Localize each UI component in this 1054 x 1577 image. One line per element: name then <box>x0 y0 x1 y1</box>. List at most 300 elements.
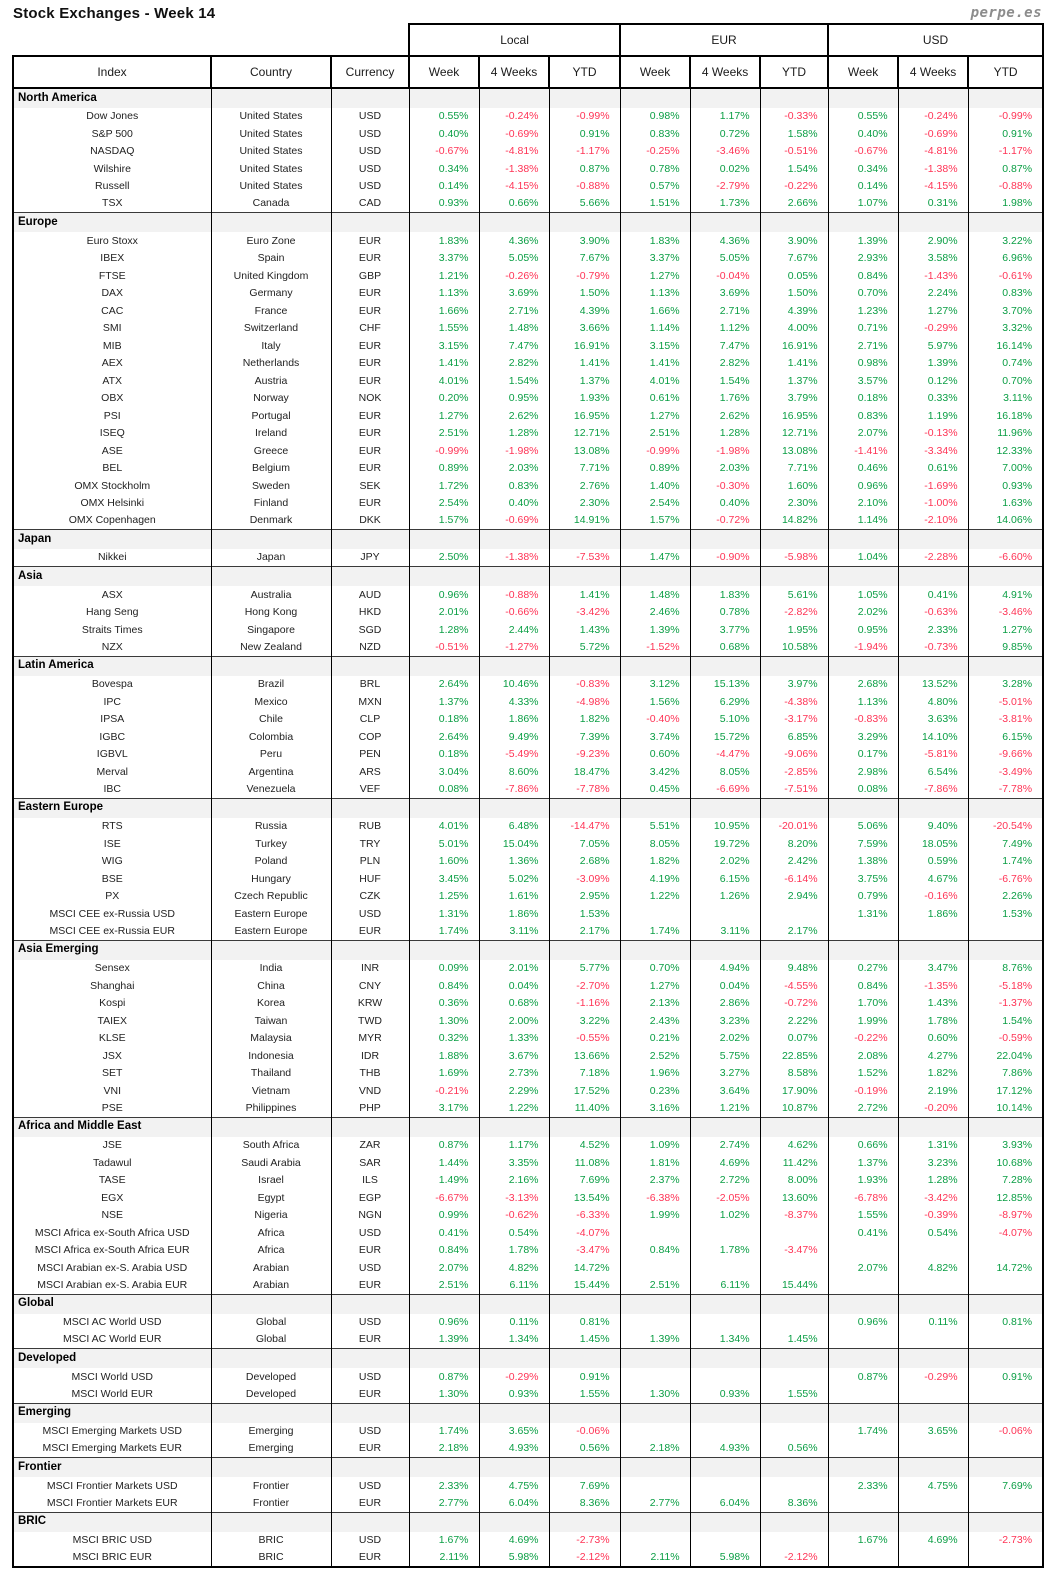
table-row <box>13 1242 1043 1260</box>
section-cell <box>331 1294 409 1314</box>
country-cell: Arabian <box>211 1277 331 1295</box>
section-cell <box>549 567 620 587</box>
value-cell: 0.84% <box>409 1242 479 1260</box>
value-cell: -0.72% <box>690 512 760 530</box>
value-cell: 0.31% <box>898 195 968 213</box>
currency-cell: CAD <box>331 195 409 213</box>
value-cell: 9.85% <box>968 639 1043 657</box>
section-row <box>13 1403 1043 1423</box>
value-cell: 5.75% <box>690 1047 760 1065</box>
table-row <box>13 1259 1043 1277</box>
table-row <box>13 143 1043 161</box>
country-cell: Australia <box>211 586 331 604</box>
value-cell: 0.54% <box>898 1224 968 1242</box>
section-cell <box>331 567 409 587</box>
value-cell: 1.56% <box>620 693 690 711</box>
index-cell: BSE <box>13 870 211 888</box>
value-cell <box>760 905 828 923</box>
value-cell: 0.18% <box>409 746 479 764</box>
value-cell: 17.12% <box>968 1082 1043 1100</box>
column-header-index: Index <box>13 56 211 88</box>
section-cell <box>898 88 968 108</box>
value-cell: 0.66% <box>828 1137 898 1155</box>
value-cell: 10.46% <box>479 676 549 694</box>
currency-cell: USD <box>331 1224 409 1242</box>
section-cell <box>620 88 690 108</box>
value-cell: 0.61% <box>898 460 968 478</box>
table-row <box>13 1137 1043 1155</box>
section-cell <box>968 798 1043 818</box>
country-cell: Sweden <box>211 477 331 495</box>
value-cell: 1.39% <box>620 621 690 639</box>
index-cell: TASE <box>13 1172 211 1190</box>
value-cell: 1.86% <box>479 711 549 729</box>
value-cell: 2.44% <box>479 621 549 639</box>
value-cell: 1.58% <box>760 125 828 143</box>
value-cell: -0.99% <box>409 442 479 460</box>
section-cell <box>409 88 479 108</box>
index-cell: KLSE <box>13 1030 211 1048</box>
value-cell: 0.87% <box>409 1368 479 1386</box>
value-cell: 1.53% <box>968 905 1043 923</box>
value-cell: 0.61% <box>620 390 690 408</box>
value-cell: 2.11% <box>409 1549 479 1567</box>
value-cell: 1.57% <box>409 512 479 530</box>
value-cell: -1.69% <box>898 477 968 495</box>
index-cell: RTS <box>13 818 211 836</box>
value-cell: 1.39% <box>409 1331 479 1349</box>
section-label: Frontier <box>13 1458 211 1478</box>
value-cell: 15.04% <box>479 835 549 853</box>
value-cell: -0.55% <box>549 1030 620 1048</box>
index-cell: ISE <box>13 835 211 853</box>
value-cell: 1.40% <box>620 477 690 495</box>
value-cell: 2.16% <box>479 1172 549 1190</box>
value-cell: 4.69% <box>479 1532 549 1550</box>
index-cell: MIB <box>13 337 211 355</box>
value-cell: 1.66% <box>620 302 690 320</box>
value-cell: 0.70% <box>828 285 898 303</box>
value-cell: 7.28% <box>968 1172 1043 1190</box>
value-cell: 2.90% <box>898 232 968 250</box>
section-cell <box>409 1349 479 1369</box>
value-cell: 7.49% <box>968 835 1043 853</box>
country-cell: Poland <box>211 853 331 871</box>
section-label: Japan <box>13 530 211 550</box>
value-cell: -2.28% <box>898 549 968 567</box>
section-cell <box>828 1403 898 1423</box>
value-cell: 1.74% <box>968 853 1043 871</box>
table-row <box>13 818 1043 836</box>
value-cell <box>828 923 898 941</box>
section-cell <box>690 213 760 233</box>
value-cell: 1.99% <box>620 1207 690 1225</box>
value-cell: 1.31% <box>898 1137 968 1155</box>
value-cell: 12.33% <box>968 442 1043 460</box>
value-cell: -1.38% <box>898 160 968 178</box>
section-cell <box>968 1117 1043 1137</box>
value-cell: -0.22% <box>828 1030 898 1048</box>
currency-cell: DKK <box>331 512 409 530</box>
section-cell <box>828 213 898 233</box>
section-cell <box>479 88 549 108</box>
value-cell: -5.98% <box>760 549 828 567</box>
index-cell: Russell <box>13 178 211 196</box>
value-cell: -0.72% <box>760 995 828 1013</box>
currency-cell: EUR <box>331 372 409 390</box>
table-row <box>13 337 1043 355</box>
value-cell: -4.81% <box>898 143 968 161</box>
section-row <box>13 1512 1043 1532</box>
value-cell: -7.78% <box>549 781 620 799</box>
currency-cell: TWD <box>331 1012 409 1030</box>
section-cell <box>331 1403 409 1423</box>
value-cell: 18.47% <box>549 763 620 781</box>
value-cell: 1.21% <box>409 267 479 285</box>
value-cell: 2.02% <box>828 604 898 622</box>
value-cell <box>828 1277 898 1295</box>
section-cell <box>211 530 331 550</box>
currency-cell: RUB <box>331 818 409 836</box>
value-cell: 3.15% <box>620 337 690 355</box>
value-cell: 1.57% <box>620 512 690 530</box>
value-cell <box>968 1386 1043 1404</box>
value-cell: -0.39% <box>898 1207 968 1225</box>
country-cell: Chile <box>211 711 331 729</box>
table-row <box>13 160 1043 178</box>
section-cell <box>331 940 409 960</box>
section-cell <box>690 1294 760 1314</box>
table-row <box>13 604 1043 622</box>
country-cell: Global <box>211 1314 331 1332</box>
currency-cell: SAR <box>331 1154 409 1172</box>
value-cell: 0.87% <box>968 160 1043 178</box>
table-row <box>13 512 1043 530</box>
value-cell: 1.53% <box>549 905 620 923</box>
value-cell: -1.35% <box>898 977 968 995</box>
value-cell <box>828 1495 898 1513</box>
value-cell: -0.20% <box>898 1100 968 1118</box>
value-cell: 1.48% <box>479 320 549 338</box>
value-cell: 2.72% <box>690 1172 760 1190</box>
table-row <box>13 923 1043 941</box>
section-cell <box>898 1117 968 1137</box>
currency-cell: ARS <box>331 763 409 781</box>
section-cell <box>828 1512 898 1532</box>
value-cell: 16.95% <box>549 407 620 425</box>
value-cell: 0.08% <box>828 781 898 799</box>
section-cell <box>331 88 409 108</box>
value-cell: 0.84% <box>409 977 479 995</box>
value-cell: 2.72% <box>828 1100 898 1118</box>
value-cell: 10.95% <box>690 818 760 836</box>
value-cell: 11.42% <box>760 1154 828 1172</box>
section-cell <box>968 213 1043 233</box>
table-row <box>13 1224 1043 1242</box>
top-bar <box>0 0 1054 23</box>
table-row <box>13 977 1043 995</box>
value-cell: -1.38% <box>479 160 549 178</box>
index-cell: ISEQ <box>13 425 211 443</box>
value-cell: 4.01% <box>620 372 690 390</box>
value-cell: 1.72% <box>409 477 479 495</box>
value-cell: 10.58% <box>760 639 828 657</box>
value-cell: 5.02% <box>479 870 549 888</box>
value-cell: 0.07% <box>760 1030 828 1048</box>
value-cell: -0.33% <box>760 108 828 126</box>
value-cell: 4.93% <box>479 1440 549 1458</box>
value-cell: -0.99% <box>620 442 690 460</box>
section-cell <box>760 1512 828 1532</box>
value-cell: 0.17% <box>828 746 898 764</box>
country-cell: Emerging <box>211 1423 331 1441</box>
value-cell: 1.74% <box>409 923 479 941</box>
value-cell: 3.63% <box>898 711 968 729</box>
value-cell: 2.82% <box>690 355 760 373</box>
country-cell: Arabian <box>211 1259 331 1277</box>
value-cell: 4.01% <box>409 372 479 390</box>
value-cell: 1.17% <box>479 1137 549 1155</box>
value-cell: 2.13% <box>620 995 690 1013</box>
value-cell: 5.98% <box>690 1549 760 1567</box>
value-cell: -6.33% <box>549 1207 620 1225</box>
value-cell: 1.55% <box>828 1207 898 1225</box>
section-cell <box>760 213 828 233</box>
value-cell: 1.43% <box>549 621 620 639</box>
value-cell: 3.57% <box>828 372 898 390</box>
section-cell <box>760 798 828 818</box>
value-cell <box>760 1368 828 1386</box>
value-cell: -1.38% <box>479 549 549 567</box>
value-cell: -1.41% <box>828 442 898 460</box>
value-cell: 0.40% <box>409 125 479 143</box>
value-cell: -0.88% <box>968 178 1043 196</box>
value-cell <box>690 1532 760 1550</box>
section-cell <box>479 567 549 587</box>
currency-cell: EUR <box>331 495 409 513</box>
value-cell: -4.07% <box>549 1224 620 1242</box>
index-cell: CAC <box>13 302 211 320</box>
section-cell <box>760 1458 828 1478</box>
value-cell: 1.27% <box>620 977 690 995</box>
value-cell: 0.40% <box>690 495 760 513</box>
value-cell: 1.30% <box>409 1386 479 1404</box>
value-cell: 11.40% <box>549 1100 620 1118</box>
index-cell: OMX Copenhagen <box>13 512 211 530</box>
section-cell <box>690 567 760 587</box>
value-cell: 1.31% <box>828 905 898 923</box>
value-cell: 1.74% <box>409 1423 479 1441</box>
value-cell: 2.42% <box>760 853 828 871</box>
value-cell: 3.42% <box>620 763 690 781</box>
value-cell: 2.54% <box>620 495 690 513</box>
index-cell: Bovespa <box>13 676 211 694</box>
section-cell <box>211 1512 331 1532</box>
value-cell: 0.81% <box>968 1314 1043 1332</box>
country-cell: Philippines <box>211 1100 331 1118</box>
section-cell <box>479 1512 549 1532</box>
index-cell: MSCI BRIC USD <box>13 1532 211 1550</box>
value-cell: -20.54% <box>968 818 1043 836</box>
value-cell: 0.83% <box>968 285 1043 303</box>
value-cell: -4.15% <box>898 178 968 196</box>
value-cell: -7.78% <box>968 781 1043 799</box>
currency-cell: EUR <box>331 232 409 250</box>
section-cell <box>690 656 760 676</box>
section-cell <box>968 88 1043 108</box>
country-cell: Netherlands <box>211 355 331 373</box>
value-cell: 0.87% <box>549 160 620 178</box>
section-label: North America <box>13 88 211 108</box>
value-cell: 4.00% <box>760 320 828 338</box>
value-cell: 1.86% <box>479 905 549 923</box>
section-cell <box>549 1294 620 1314</box>
value-cell <box>620 905 690 923</box>
value-cell: 2.02% <box>690 1030 760 1048</box>
country-cell: Peru <box>211 746 331 764</box>
country-cell: Malaysia <box>211 1030 331 1048</box>
index-cell: MSCI Emerging Markets EUR <box>13 1440 211 1458</box>
value-cell: 3.69% <box>479 285 549 303</box>
index-cell: ASE <box>13 442 211 460</box>
value-cell: 1.47% <box>620 549 690 567</box>
table-row <box>13 888 1043 906</box>
value-cell: 1.17% <box>690 108 760 126</box>
value-cell: 2.73% <box>479 1065 549 1083</box>
value-cell: 2.33% <box>828 1477 898 1495</box>
value-cell: -3.42% <box>549 604 620 622</box>
section-label: Europe <box>13 213 211 233</box>
value-cell: 1.93% <box>549 390 620 408</box>
country-cell: Switzerland <box>211 320 331 338</box>
value-cell: 0.71% <box>828 320 898 338</box>
value-cell: -0.83% <box>828 711 898 729</box>
value-cell: 3.77% <box>690 621 760 639</box>
value-cell: -8.97% <box>968 1207 1043 1225</box>
value-cell: -7.53% <box>549 549 620 567</box>
value-cell: 1.37% <box>760 372 828 390</box>
table-row <box>13 639 1043 657</box>
section-cell <box>968 1458 1043 1478</box>
value-cell: 0.96% <box>828 1314 898 1332</box>
value-cell: -0.51% <box>409 639 479 657</box>
value-cell: 1.28% <box>898 1172 968 1190</box>
section-cell <box>211 940 331 960</box>
section-cell <box>409 1294 479 1314</box>
value-cell: 1.83% <box>690 586 760 604</box>
value-cell: 0.95% <box>828 621 898 639</box>
value-cell: 7.39% <box>549 728 620 746</box>
table-row <box>13 995 1043 1013</box>
value-cell: -6.38% <box>620 1189 690 1207</box>
section-cell <box>898 1349 968 1369</box>
section-cell <box>549 530 620 550</box>
value-cell: -0.19% <box>828 1082 898 1100</box>
value-cell: 19.72% <box>690 835 760 853</box>
country-cell: China <box>211 977 331 995</box>
index-cell: FTSE <box>13 267 211 285</box>
section-cell <box>828 1294 898 1314</box>
value-cell: -3.13% <box>479 1189 549 1207</box>
table-row <box>13 442 1043 460</box>
table-row <box>13 195 1043 213</box>
value-cell: 1.70% <box>828 995 898 1013</box>
section-cell <box>968 656 1043 676</box>
value-cell: -0.61% <box>968 267 1043 285</box>
value-cell: 0.68% <box>479 995 549 1013</box>
value-cell: 22.04% <box>968 1047 1043 1065</box>
value-cell: 3.74% <box>620 728 690 746</box>
value-cell: -2.12% <box>760 1549 828 1567</box>
value-cell: 1.98% <box>968 195 1043 213</box>
value-cell <box>690 1314 760 1332</box>
currency-cell: EUR <box>331 355 409 373</box>
value-cell: 0.09% <box>409 960 479 978</box>
value-cell: -2.70% <box>549 977 620 995</box>
section-cell <box>211 88 331 108</box>
value-cell: 1.49% <box>409 1172 479 1190</box>
value-cell: 2.22% <box>760 1012 828 1030</box>
value-cell <box>898 1495 968 1513</box>
value-cell: -4.81% <box>479 143 549 161</box>
value-cell <box>968 1549 1043 1567</box>
section-cell <box>898 1403 968 1423</box>
value-cell: -1.16% <box>549 995 620 1013</box>
value-cell: 1.67% <box>409 1532 479 1550</box>
value-cell: 3.15% <box>409 337 479 355</box>
value-cell: 2.51% <box>620 425 690 443</box>
value-cell: -3.34% <box>898 442 968 460</box>
currency-cell: CZK <box>331 888 409 906</box>
value-cell: 2.08% <box>828 1047 898 1065</box>
value-cell: 2.68% <box>549 853 620 871</box>
value-cell: 1.05% <box>828 586 898 604</box>
section-cell <box>760 656 828 676</box>
currency-cell: USD <box>331 108 409 126</box>
value-cell: 7.69% <box>549 1477 620 1495</box>
value-cell: 1.19% <box>898 407 968 425</box>
currency-cell: CHF <box>331 320 409 338</box>
section-cell <box>760 530 828 550</box>
column-header-4-weeks: 4 Weeks <box>898 56 968 88</box>
currency-cell: EUR <box>331 442 409 460</box>
value-cell: 6.15% <box>690 870 760 888</box>
value-cell: 1.14% <box>828 512 898 530</box>
value-cell: 16.91% <box>549 337 620 355</box>
value-cell: 0.34% <box>828 160 898 178</box>
column-header-ytd: YTD <box>760 56 828 88</box>
value-cell: 4.69% <box>898 1532 968 1550</box>
section-cell <box>968 940 1043 960</box>
value-cell: 13.08% <box>549 442 620 460</box>
value-cell: 1.41% <box>620 355 690 373</box>
country-cell: Germany <box>211 285 331 303</box>
value-cell: 0.99% <box>409 1207 479 1225</box>
value-cell: 10.68% <box>968 1154 1043 1172</box>
value-cell: 0.27% <box>828 960 898 978</box>
value-cell: 7.69% <box>968 1477 1043 1495</box>
value-cell: 1.43% <box>898 995 968 1013</box>
value-cell: 1.81% <box>620 1154 690 1172</box>
index-cell: Merval <box>13 763 211 781</box>
table-row <box>13 1549 1043 1567</box>
value-cell: -1.37% <box>968 995 1043 1013</box>
section-row <box>13 567 1043 587</box>
value-cell: 0.55% <box>828 108 898 126</box>
country-cell: United States <box>211 178 331 196</box>
value-cell: 3.37% <box>409 250 479 268</box>
value-cell: 1.34% <box>479 1331 549 1349</box>
